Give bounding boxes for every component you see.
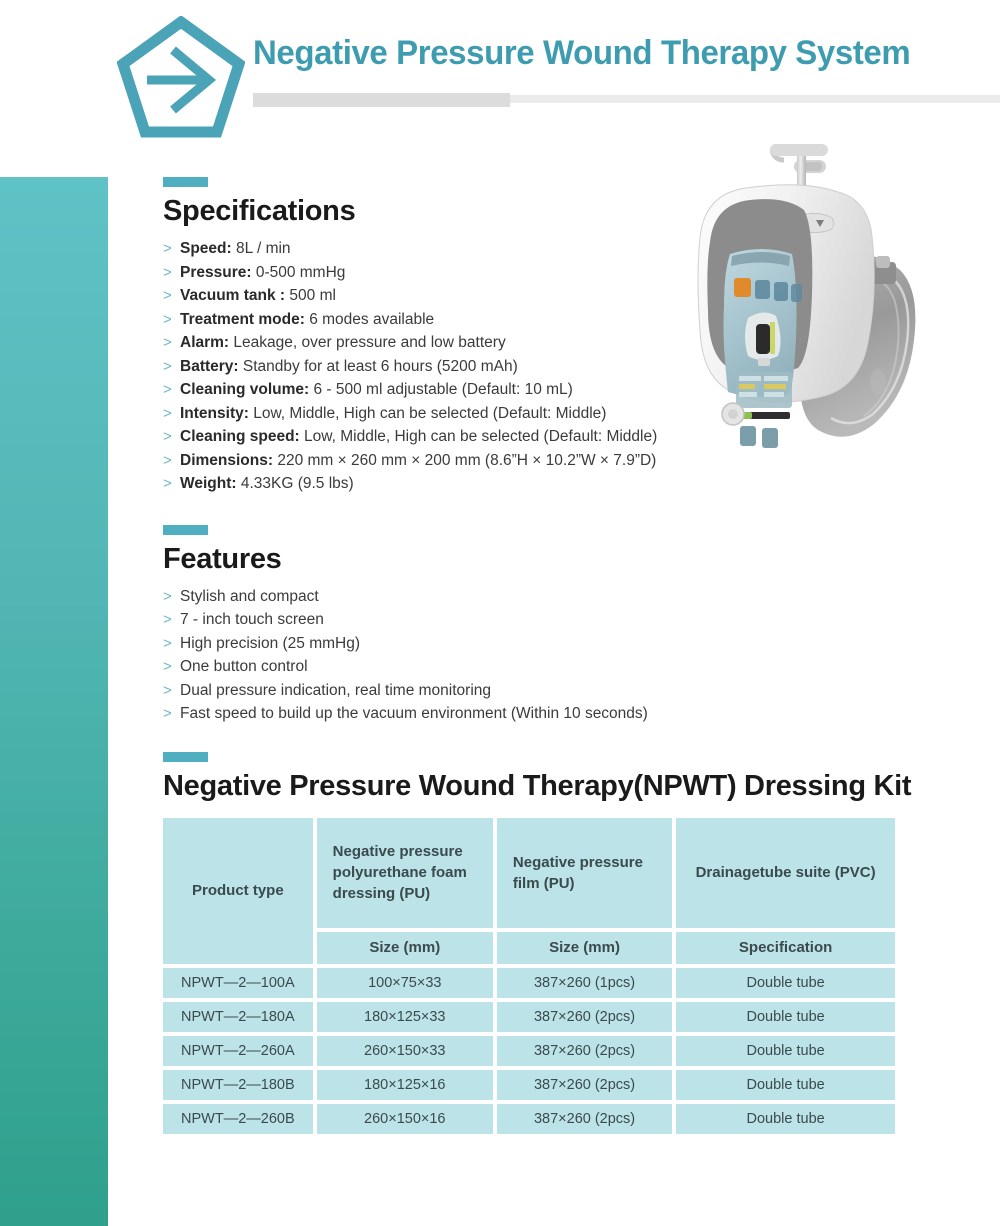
chevron-right-icon: > xyxy=(163,705,172,722)
subheader-drainage-spec: Specification xyxy=(676,932,895,964)
chevron-right-icon: > xyxy=(163,263,172,281)
cell-drainage-spec: Double tube xyxy=(676,1002,895,1032)
header-drainage: Drainagetube suite (PVC) xyxy=(676,818,895,928)
list-item xyxy=(163,702,923,726)
chevron-right-icon: > xyxy=(163,611,172,628)
cell-film-size: 387×260 (2pcs) xyxy=(497,1002,672,1032)
spec-label: Pressure: xyxy=(180,263,252,281)
spec-value: 500 ml xyxy=(285,287,336,304)
header-film: Negative pressure film (PU) xyxy=(497,818,672,928)
list-item xyxy=(163,402,923,426)
cell-film-size: 387×260 (2pcs) xyxy=(497,1036,672,1066)
chevron-right-icon: > xyxy=(163,634,172,652)
table-row xyxy=(163,1104,895,1134)
chevron-right-icon: > xyxy=(163,310,172,328)
list-item xyxy=(163,331,923,355)
cell-foam-size: 260×150×33 xyxy=(317,1036,493,1066)
feature-text: One button control xyxy=(180,658,308,675)
spec-label: Intensity: xyxy=(180,404,249,422)
cell-drainage-spec: Double tube xyxy=(676,968,895,998)
specifications-heading: Specifications xyxy=(163,195,356,227)
spec-value: 6 modes available xyxy=(304,310,435,328)
cell-foam-size: 260×150×16 xyxy=(317,1104,493,1134)
spec-value: Low, Middle, High can be selected (Default: Middle) xyxy=(299,428,658,445)
table-row xyxy=(163,1070,895,1100)
page-title: Negative Pressure Wound Therapy System xyxy=(253,34,911,72)
spec-label: Weight: xyxy=(180,475,237,492)
chevron-right-icon: > xyxy=(163,451,172,469)
feature-text: 7 - inch touch screen xyxy=(180,611,324,628)
cell-product-code: NPWT—2—180A xyxy=(163,1002,313,1032)
spec-label: Alarm: xyxy=(180,334,230,351)
list-item xyxy=(163,679,923,703)
features-accent-bar xyxy=(163,525,208,535)
spec-label: Vacuum tank : xyxy=(180,287,286,304)
features-heading: Features xyxy=(163,542,282,575)
cell-product-code: NPWT—2—100A xyxy=(163,968,313,998)
cell-film-size: 387×260 (2pcs) xyxy=(497,1104,672,1134)
feature-text: Fast speed to build up the vacuum environment (Within 10 seconds) xyxy=(180,705,648,722)
chevron-right-icon: > xyxy=(163,475,172,492)
table-row xyxy=(163,1002,895,1032)
list-item xyxy=(163,632,923,656)
spec-value: Standby for at least 6 hours (5200 mAh) xyxy=(238,357,518,375)
spec-value: 0-500 mmHg xyxy=(251,263,346,281)
list-item xyxy=(163,655,923,679)
spec-value: 6 - 500 ml adjustable (Default: 10 mL) xyxy=(309,381,573,398)
cell-film-size: 387×260 (1pcs) xyxy=(497,968,672,998)
dressing-kit-heading: Negative Pressure Wound Therapy(NPWT) Dressing Kit xyxy=(163,769,912,802)
spec-label: Treatment mode: xyxy=(180,310,305,328)
list-item xyxy=(163,608,923,632)
list-item xyxy=(163,378,923,402)
list-item xyxy=(163,308,923,332)
chevron-right-icon: > xyxy=(163,658,172,675)
cell-foam-size: 180×125×16 xyxy=(317,1070,493,1100)
cell-product-code: NPWT—2—180B xyxy=(163,1070,313,1100)
table-row xyxy=(163,1036,895,1066)
spec-label: Cleaning volume: xyxy=(180,381,310,398)
cell-product-code: NPWT—2—260B xyxy=(163,1104,313,1134)
cell-foam-size: 180×125×33 xyxy=(317,1002,493,1032)
spec-label: Cleaning speed: xyxy=(180,428,300,445)
chevron-right-icon: > xyxy=(163,681,172,699)
content-column xyxy=(163,0,923,1138)
feature-text: Dual pressure indication, real time monitoring xyxy=(180,681,492,699)
spec-label: Speed: xyxy=(180,240,232,257)
list-item xyxy=(163,355,923,379)
chevron-right-icon: > xyxy=(163,381,172,398)
subheader-foam-size: Size (mm) xyxy=(317,932,493,964)
chevron-right-icon: > xyxy=(163,587,172,605)
spec-label: Battery: xyxy=(180,357,239,375)
list-item xyxy=(163,284,923,308)
features-list xyxy=(163,585,923,726)
cell-drainage-spec: Double tube xyxy=(676,1104,895,1134)
list-item xyxy=(163,472,923,496)
cell-drainage-spec: Double tube xyxy=(676,1036,895,1066)
spec-value: Low, Middle, High can be selected (Default: Middle) xyxy=(248,404,607,422)
list-item xyxy=(163,261,923,285)
feature-text: Stylish and compact xyxy=(180,587,319,605)
chevron-right-icon: > xyxy=(163,357,172,375)
table-row xyxy=(163,968,895,998)
chevron-right-icon: > xyxy=(163,334,172,351)
spec-value: 8L / min xyxy=(231,240,291,257)
list-item xyxy=(163,237,923,261)
spec-value: 220 mm × 260 mm × 200 mm (8.6”H × 10.2”W × 7.9”D) xyxy=(273,451,657,469)
feature-text: High precision (25 mmHg) xyxy=(180,634,361,652)
subheader-film-size: Size (mm) xyxy=(497,932,672,964)
table-header-row xyxy=(163,818,895,928)
dressing-kit-accent-bar xyxy=(163,752,208,762)
spec-value: 4.33KG (9.5 lbs) xyxy=(236,475,354,492)
list-item xyxy=(163,585,923,609)
cell-drainage-spec: Double tube xyxy=(676,1070,895,1100)
specifications-list xyxy=(163,237,923,496)
list-item xyxy=(163,449,923,473)
spec-label: Dimensions: xyxy=(180,451,274,469)
cell-foam-size: 100×75×33 xyxy=(317,968,493,998)
chevron-right-icon: > xyxy=(163,240,172,257)
dressing-kit-table xyxy=(159,814,899,1138)
chevron-right-icon: > xyxy=(163,287,172,304)
cell-film-size: 387×260 (2pcs) xyxy=(497,1070,672,1100)
chevron-right-icon: > xyxy=(163,404,172,422)
spec-value: Leakage, over pressure and low battery xyxy=(229,334,506,351)
chevron-right-icon: > xyxy=(163,428,172,445)
left-accent-gradient-bar xyxy=(0,177,108,1226)
header-product-type: Product type xyxy=(163,818,313,964)
list-item xyxy=(163,425,923,449)
specifications-accent-bar xyxy=(163,177,208,187)
cell-product-code: NPWT—2—260A xyxy=(163,1036,313,1066)
header-foam-dressing: Negative pressure polyurethane foam dressing (PU) xyxy=(317,818,493,928)
